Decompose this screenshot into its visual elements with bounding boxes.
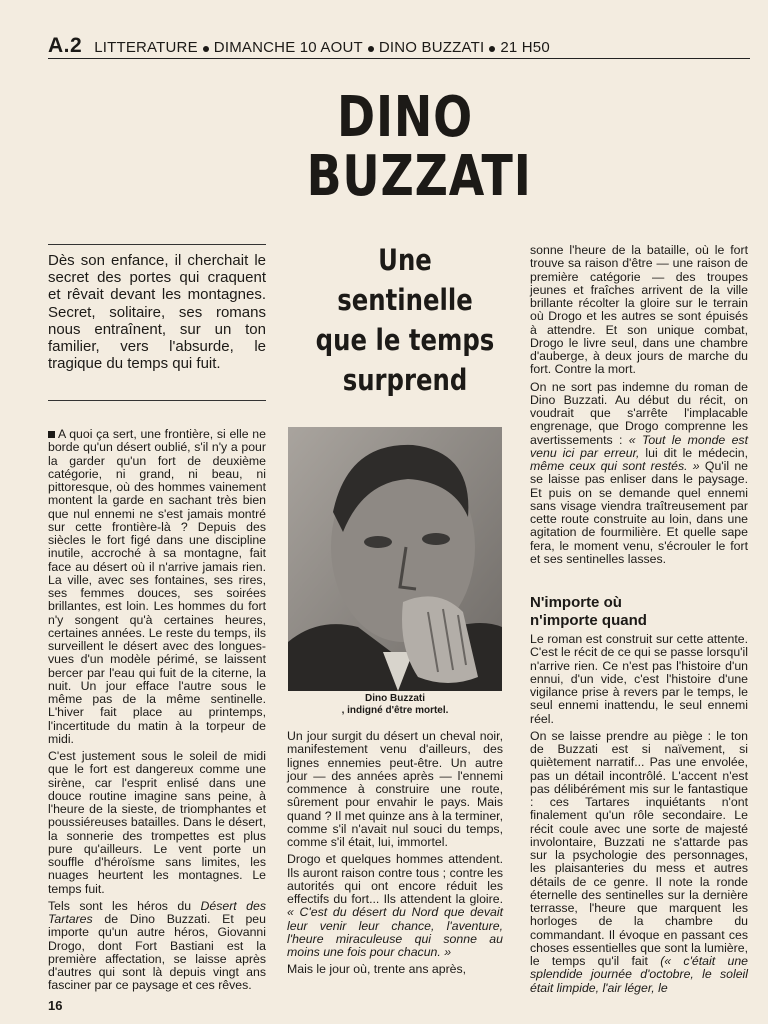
paragraph xyxy=(530,730,748,995)
photo-caption xyxy=(288,693,502,716)
divider xyxy=(48,244,266,245)
subheading-line: n'importe quand xyxy=(530,612,647,629)
paragraph-text: A quoi ça sert, une frontière, si elle ne borde qu'un désert oublié, s'il n'y a pour la garder qu'un fort de deuxième catégorie, ni grand, ni beau, ni pittoresque, où des hommes vainement montent la garde en sachant très bien que nul ennemi ne s'est jamais montré sur cette frontière-là ? Depuis des siècles le fort figé dans une discipline inutile, accroché à sa montagne, fait face au désert où il n'arrive jamais rien. La ville, avec ses fontaines, ses rires, ses femmes douces, ses soirées brillantes, est loin. Les hommes du fort n'y songent qu'à certaines heures, certaines années. Le reste du temps, ils surveillent le désert avec des longues-vues d'un modèle périmé, se laissent bercer par l'eau qui fuit de la citerne, la nuit. Un jour efface l'autre sous le même pas de la même sentinelle. L'hiver fait place au printemps, l'incertitude du matin à la torpeur de midi. xyxy=(48,427,266,746)
paragraph-text: Qu'il ne se laisse pas enliser dans le paysage. Et puis on se demande quel ennemi sans visage viendra traîtreusement par cette route construite au loin, dans une agitation de fourmilière. Et quelle sape fera, le moment venu, s'écrouler le fort et ses sentinelles lasses. xyxy=(530,459,748,566)
bullet-dot-icon xyxy=(489,46,495,52)
paragraph xyxy=(48,428,266,746)
channel-logo: A.2 xyxy=(48,34,83,57)
paragraph-text: Tels sont les héros du xyxy=(48,898,201,913)
article-lead: Dès son enfance, il cherchait le secret des portes qui craquent et rêvait devant les montagnes. Secret, solitaire, ses romans nous entraînent, sur un ton familier, vers l'absurde, le tragique du temps qui fuit. xyxy=(48,252,266,373)
paragraph xyxy=(287,853,503,959)
subheading-line: N'importe où xyxy=(530,594,622,611)
text-column-3 xyxy=(530,244,748,570)
paragraph xyxy=(530,381,748,567)
bullet-dot-icon xyxy=(368,46,374,52)
divider xyxy=(48,400,266,401)
paragraph: sonne l'heure de la bataille, où le fort trouve sa raison d'être — une raison de première catégorie — des troupes jeunes et fraîches arrivent de la ville brillante récolter la gloire sur le terrain où Drogo et les autres se sont épuisés à attendre. Et son unique combat, Drogo le livre seul, dans une chambre d'auberge, à deux jours de marche du fort. Contre la mort. xyxy=(530,243,748,377)
page-header xyxy=(48,36,750,59)
header-author: DINO BUZZATI xyxy=(378,39,485,56)
text-column-1 xyxy=(48,428,266,997)
subtitle-line: surprend xyxy=(342,363,468,397)
quote: « Tout le monde est venu ici par erreur, xyxy=(530,432,748,460)
title-line: DINO xyxy=(337,85,473,150)
subtitle-line: que le temps xyxy=(315,323,495,357)
header-section: LITTERATURE xyxy=(94,39,198,56)
quote: (« c'était une splendide journée d'octobre, le soleil était limpide, l'air léger, le xyxy=(530,954,748,995)
paragraph: Un jour surgit du désert un cheval noir, manifestement venu d'ailleurs, des lignes ennemies peut-être. Un autre jour — des années après — l'ennemi commence à construire une route, sûrement pour envahir le pays. Mais quand ? Il met quinze ans à la terminer, comme s'il n'avait nul souci du temps, comme s'il était, lui, immortel. xyxy=(287,729,503,849)
author-portrait xyxy=(288,427,502,691)
bullet-dot-icon xyxy=(203,46,209,52)
paragraph: C'est justement sous le soleil de midi que le fort est dangereux comme une sirène, car l'esprit enlisé dans une douce routine imagine sans peine, à l'heure de la sieste, de triomphantes et poussiéreuses batailles. Dans le désert, la sonnerie des trompettes est plus pure qu'ailleurs. Le vent porte un souffle d'héroïsme sans limites, les nuages heurtent les montagnes. Le temps fuit. xyxy=(48,749,266,896)
header-time: 21 H50 xyxy=(500,39,550,56)
paragraph: Le roman est construit sur cette attente. C'est le récit de ce qui se passe lorsqu'il n'arrive rien. Ce n'est pas l'histoire d'un ennui, d'un vide, c'est l'histoire d'une vigilance prise à revers par le temps, le seul ennemi inattendu, le seul ennemi réel. xyxy=(530,632,748,726)
paragraph-text: lui dit le médecin, xyxy=(639,445,748,460)
subtitle-line: sentinelle xyxy=(337,283,473,317)
subtitle-line: Une xyxy=(378,243,432,277)
book-title: Désert des Tartares xyxy=(48,898,266,926)
article-title xyxy=(306,85,532,209)
header-date: DIMANCHE 10 AOUT xyxy=(213,39,363,56)
text-column-3-continued xyxy=(530,633,748,999)
paragraph: Mais le jour où, trente ans après, xyxy=(287,962,467,977)
paragraph-text: Drogo et quelques hommes attendent. Ils auront raison contre tous ; contre les autorités qui ont encore réduit les effectifs du fort... Ils attendent la gloire. xyxy=(287,852,503,906)
square-bullet-icon xyxy=(48,431,55,438)
paragraph-text: On se laisse prendre au piège : le ton de Buzzati est si naïvement, si quiètement narratif... Pas une envolée, pas un détail incontrôlé. L'accent n'est pas délibérément mis sur le fantastique : ces Tartares inquiétants n'ont finalement qu'un rôle secondaire. Le récit coule avec une sorte de majesté involontaire, Buzzati ne s'attarde pas sur la psychologie des personnages, les plaisanteries du mess et autres détails de ce genre. Il note la ronde éternelle des sentinelles sur la dernière terrasse, l'heure que marquent les horloges de la chambre du commandant. Il évoque en passant ces choses essentielles que sont la lumière, le temps qu'il fait xyxy=(530,728,748,968)
caption-line: Dino Buzzati xyxy=(365,693,425,704)
section-subheading xyxy=(530,594,748,630)
paragraph xyxy=(48,900,266,993)
title-line: BUZZATI xyxy=(306,144,532,209)
paragraph-text: On ne sort pas indemne du roman de Dino Buzzati. Au début du récit, on voudrait que s'arrête l'implacable engrenage, que Drogo comprenne les avertissements : xyxy=(530,379,748,447)
quote: « C'est du désert du Nord que devait leur venir leur chance, l'aventure, l'heure miraculeuse qui sonne au moins une fois pour chacun. » xyxy=(287,905,503,959)
caption-line: , indigné d'être mortel. xyxy=(341,704,449,716)
page-number: 16 xyxy=(48,998,63,1013)
text-column-2 xyxy=(287,730,503,981)
quote: même ceux qui sont restés. » xyxy=(530,459,700,473)
portrait-photo-icon xyxy=(288,427,502,691)
article-subtitle xyxy=(304,240,506,400)
paragraph-text: de Dino Buzzati. Et peu importe qu'un autre héros, Giovanni Drogo, dont Fort Bastiani est la première affectation, se laisse après d'autres qui sont là depuis vingt ans fasciner par ce paysage et ces rêves. xyxy=(48,912,266,993)
